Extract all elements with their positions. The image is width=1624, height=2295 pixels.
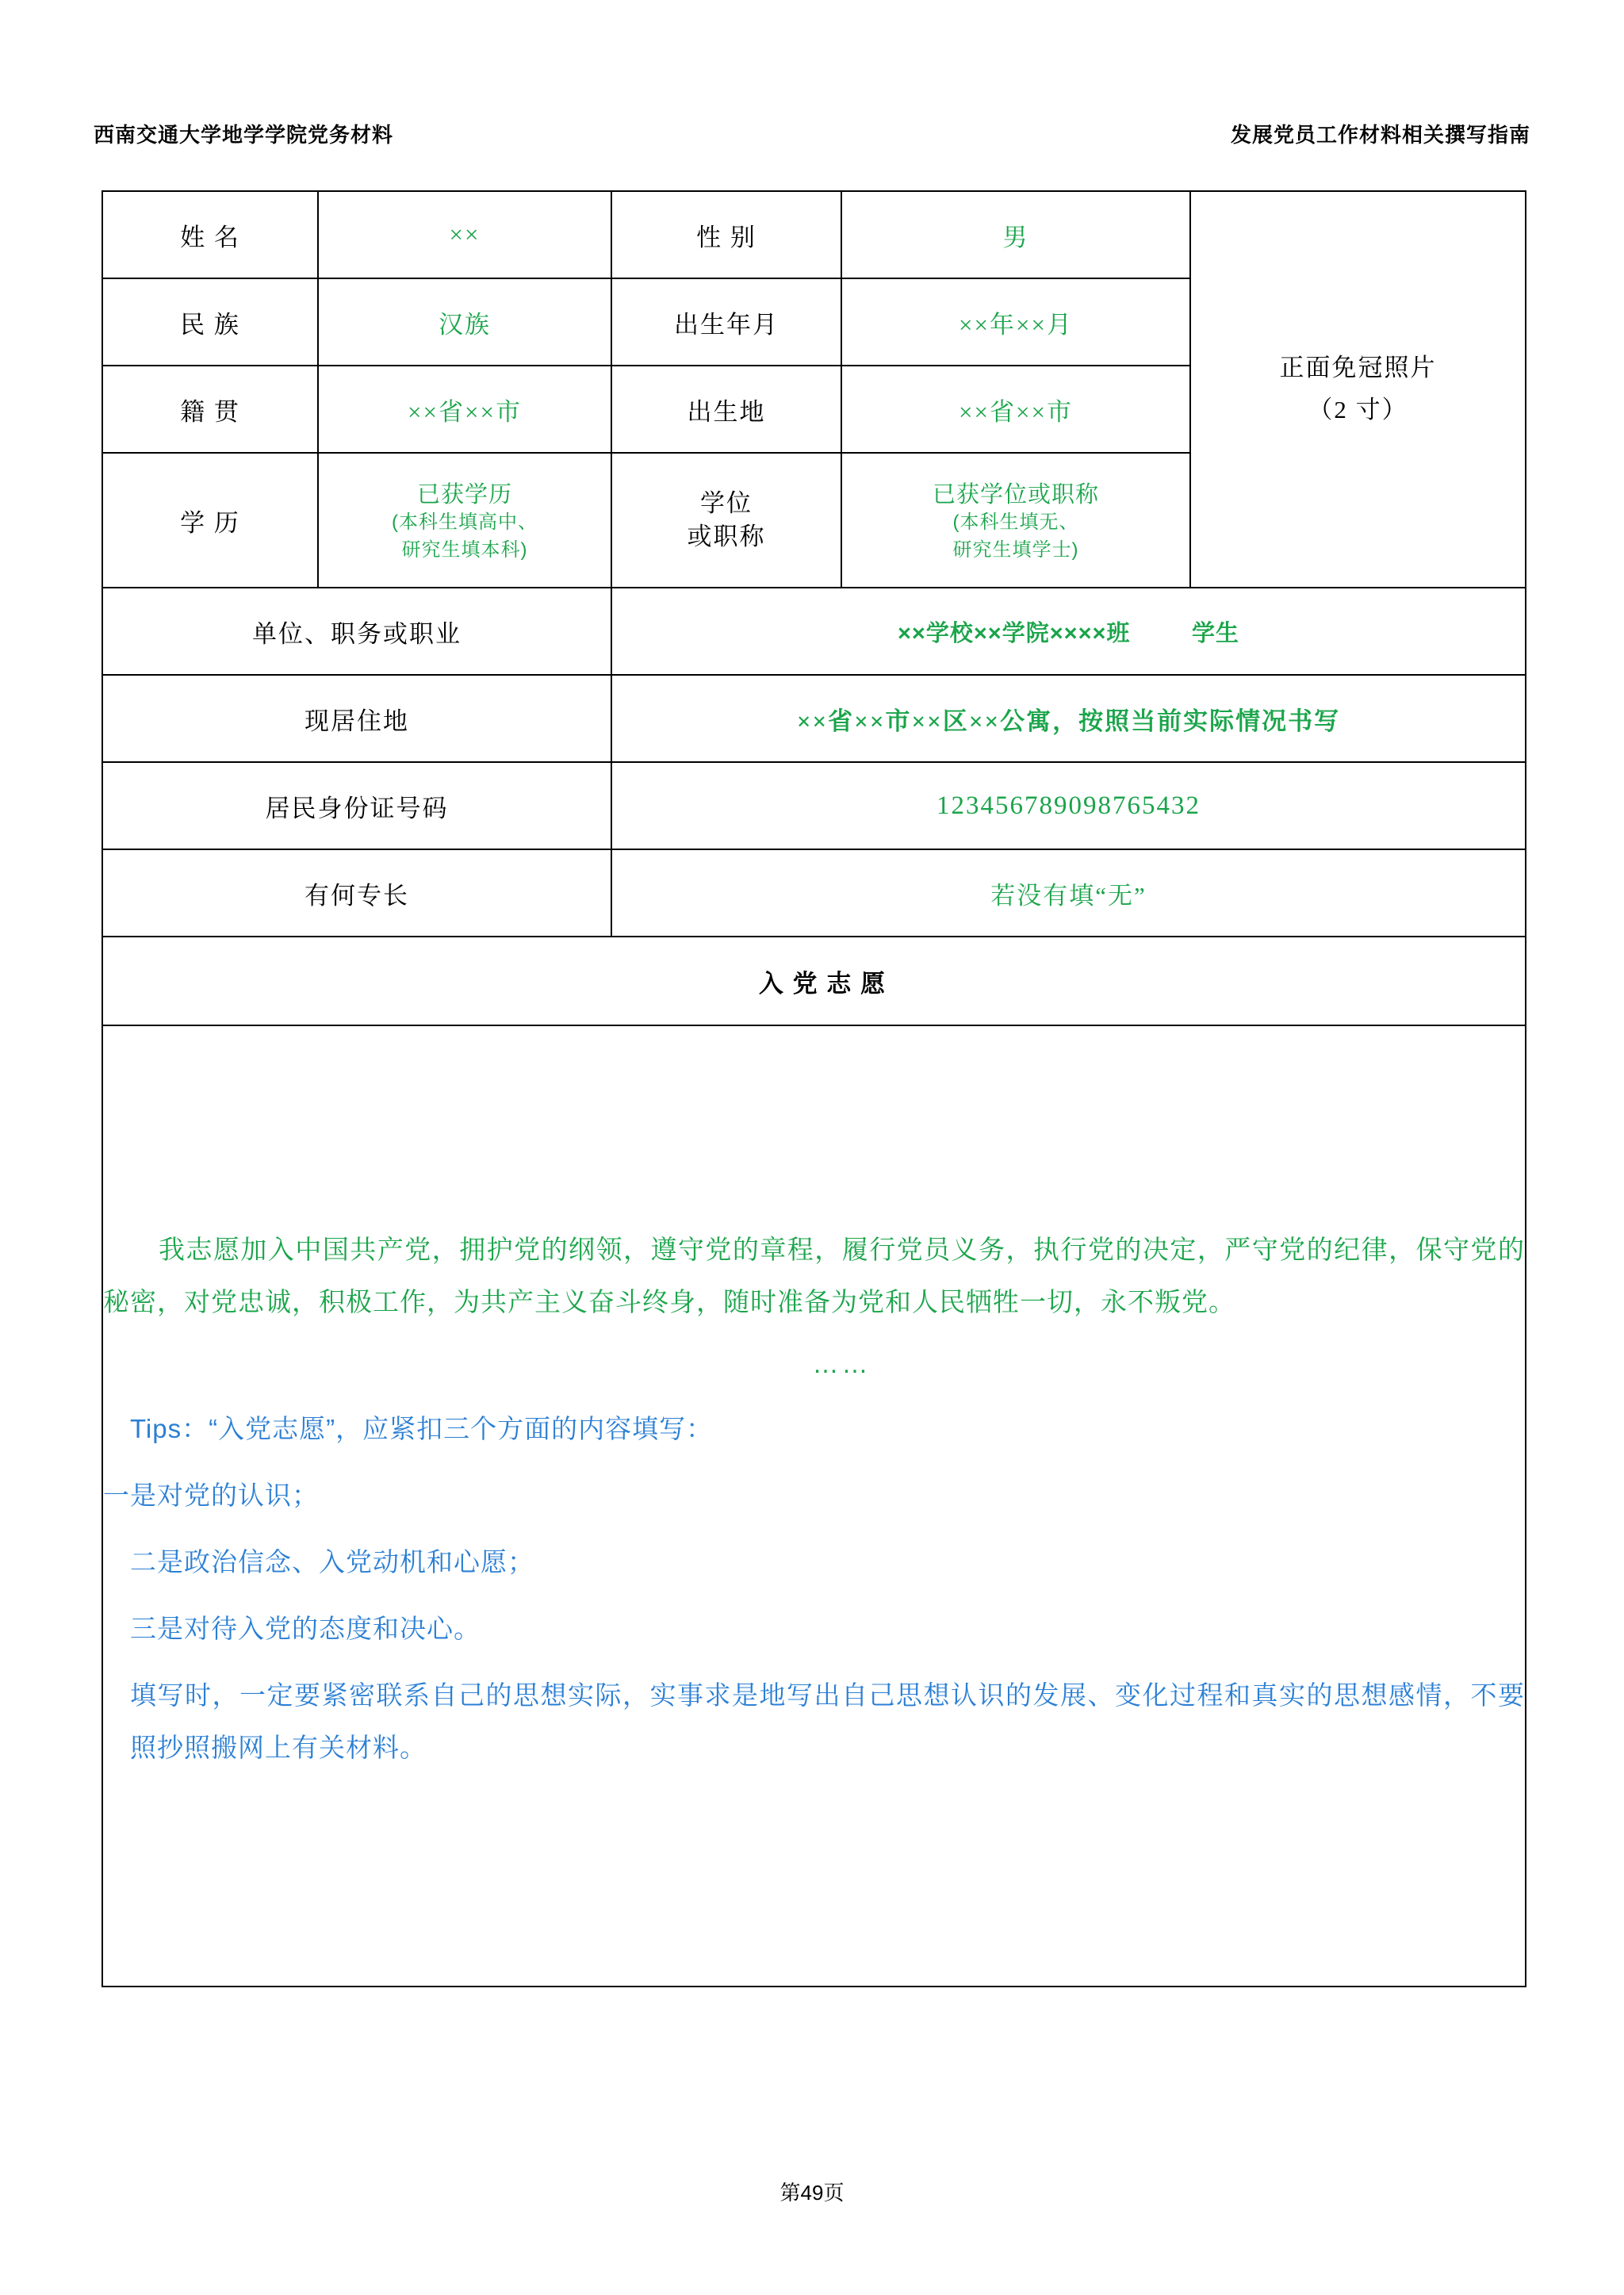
value-education-cell <box>318 453 611 588</box>
value-unit-role: 学生 <box>1191 620 1239 646</box>
table-row <box>102 191 1526 278</box>
value-unit-position: ××学校××学院××××班 <box>897 620 1131 646</box>
label-current-address: 现居住地 <box>102 675 611 762</box>
label-degree-line2: 或职称 <box>687 523 766 550</box>
photo-placeholder-cell <box>1190 191 1526 588</box>
value-birthplace: ××省××市 <box>841 366 1190 453</box>
label-id-number: 居民身份证号码 <box>102 762 611 849</box>
label-birth-date: 出生年月 <box>611 278 841 366</box>
tip-item-3: 三是对待入党的态度和决心。 <box>130 1614 481 1643</box>
section-title-party-wish: 入 党 志 愿 <box>102 937 1526 1025</box>
value-current-address: ××省××市××区××公寓，按照当前实际情况书写 <box>611 675 1526 762</box>
value-id-number: 123456789098765432 <box>611 762 1526 849</box>
tip-note: 填写时，一定要紧密联系自己的思想实际，实事求是地写出自己思想认识的发展、变化过程和真实的思想感情，不要照抄照搬网上有关材料。 <box>130 1680 1525 1762</box>
table-row <box>102 937 1526 1025</box>
label-specialty: 有何专长 <box>102 849 611 937</box>
value-degree-main: 已获学位或职称 <box>932 481 1099 508</box>
tip-item-2: 二是政治信念、入党动机和心愿； <box>130 1547 534 1577</box>
header-left-text: 西南交通大学地学学院党务材料 <box>94 124 394 147</box>
value-unit-position-cell <box>611 588 1526 675</box>
value-education-sub2: 研究生填本科) <box>401 538 528 561</box>
label-degree-cell <box>611 453 841 588</box>
value-specialty: 若没有填“无” <box>611 849 1526 937</box>
label-nation: 民 族 <box>102 278 318 366</box>
table-row <box>102 762 1526 849</box>
party-application-table <box>102 190 1526 1987</box>
wish-paragraph-main: 我志愿加入中国共产党，拥护党的纲领，遵守党的章程，履行党员义务，执行党的决定，严守党的纪律，保守党的秘密，对党忠诚，积极工作，为共产主义奋斗终身，随时准备为党和人民牺牲一切，永不叛党。 <box>103 1235 1525 1316</box>
header-right-text: 发展党员工作材料相关撰写指南 <box>1230 124 1530 147</box>
tip-item-1: 一是对党的认识； <box>103 1481 319 1510</box>
label-education: 学 历 <box>102 453 318 588</box>
value-nation: 汉族 <box>318 278 611 366</box>
value-gender: 男 <box>841 191 1190 278</box>
value-degree-cell <box>841 453 1190 588</box>
value-name: ×× <box>318 191 611 278</box>
label-name: 姓 名 <box>102 191 318 278</box>
value-education-main: 已获学历 <box>416 481 512 508</box>
table-row <box>102 1025 1526 1987</box>
tips-intro: Tips：“入党志愿”，应紧扣三个方面的内容填写： <box>130 1414 714 1443</box>
page-number: 第49页 <box>779 2181 845 2205</box>
label-native-place: 籍 贯 <box>102 366 318 453</box>
party-wish-body <box>102 1025 1526 1987</box>
table-row <box>102 588 1526 675</box>
value-birth-date: ××年××月 <box>841 278 1190 366</box>
value-degree-sub2: 研究生填学士) <box>952 538 1079 561</box>
value-degree-sub1: (本科生填无、 <box>952 511 1079 533</box>
table-row <box>102 849 1526 937</box>
photo-placeholder-line1: 正面免冠照片 <box>1279 354 1437 382</box>
label-degree-line1: 学位 <box>700 489 753 518</box>
table-row <box>102 675 1526 762</box>
value-native-place: ××省××市 <box>318 366 611 453</box>
value-education-sub1: (本科生填高中、 <box>392 511 538 533</box>
label-gender: 性 别 <box>611 191 841 278</box>
wish-ellipsis: …… <box>812 1349 871 1378</box>
page-header <box>94 119 1530 148</box>
page-footer <box>0 2177 1624 2206</box>
photo-placeholder-line2: （2 寸） <box>1308 396 1408 423</box>
label-unit-position: 单位、职务或职业 <box>102 588 611 675</box>
label-birthplace: 出生地 <box>611 366 841 453</box>
